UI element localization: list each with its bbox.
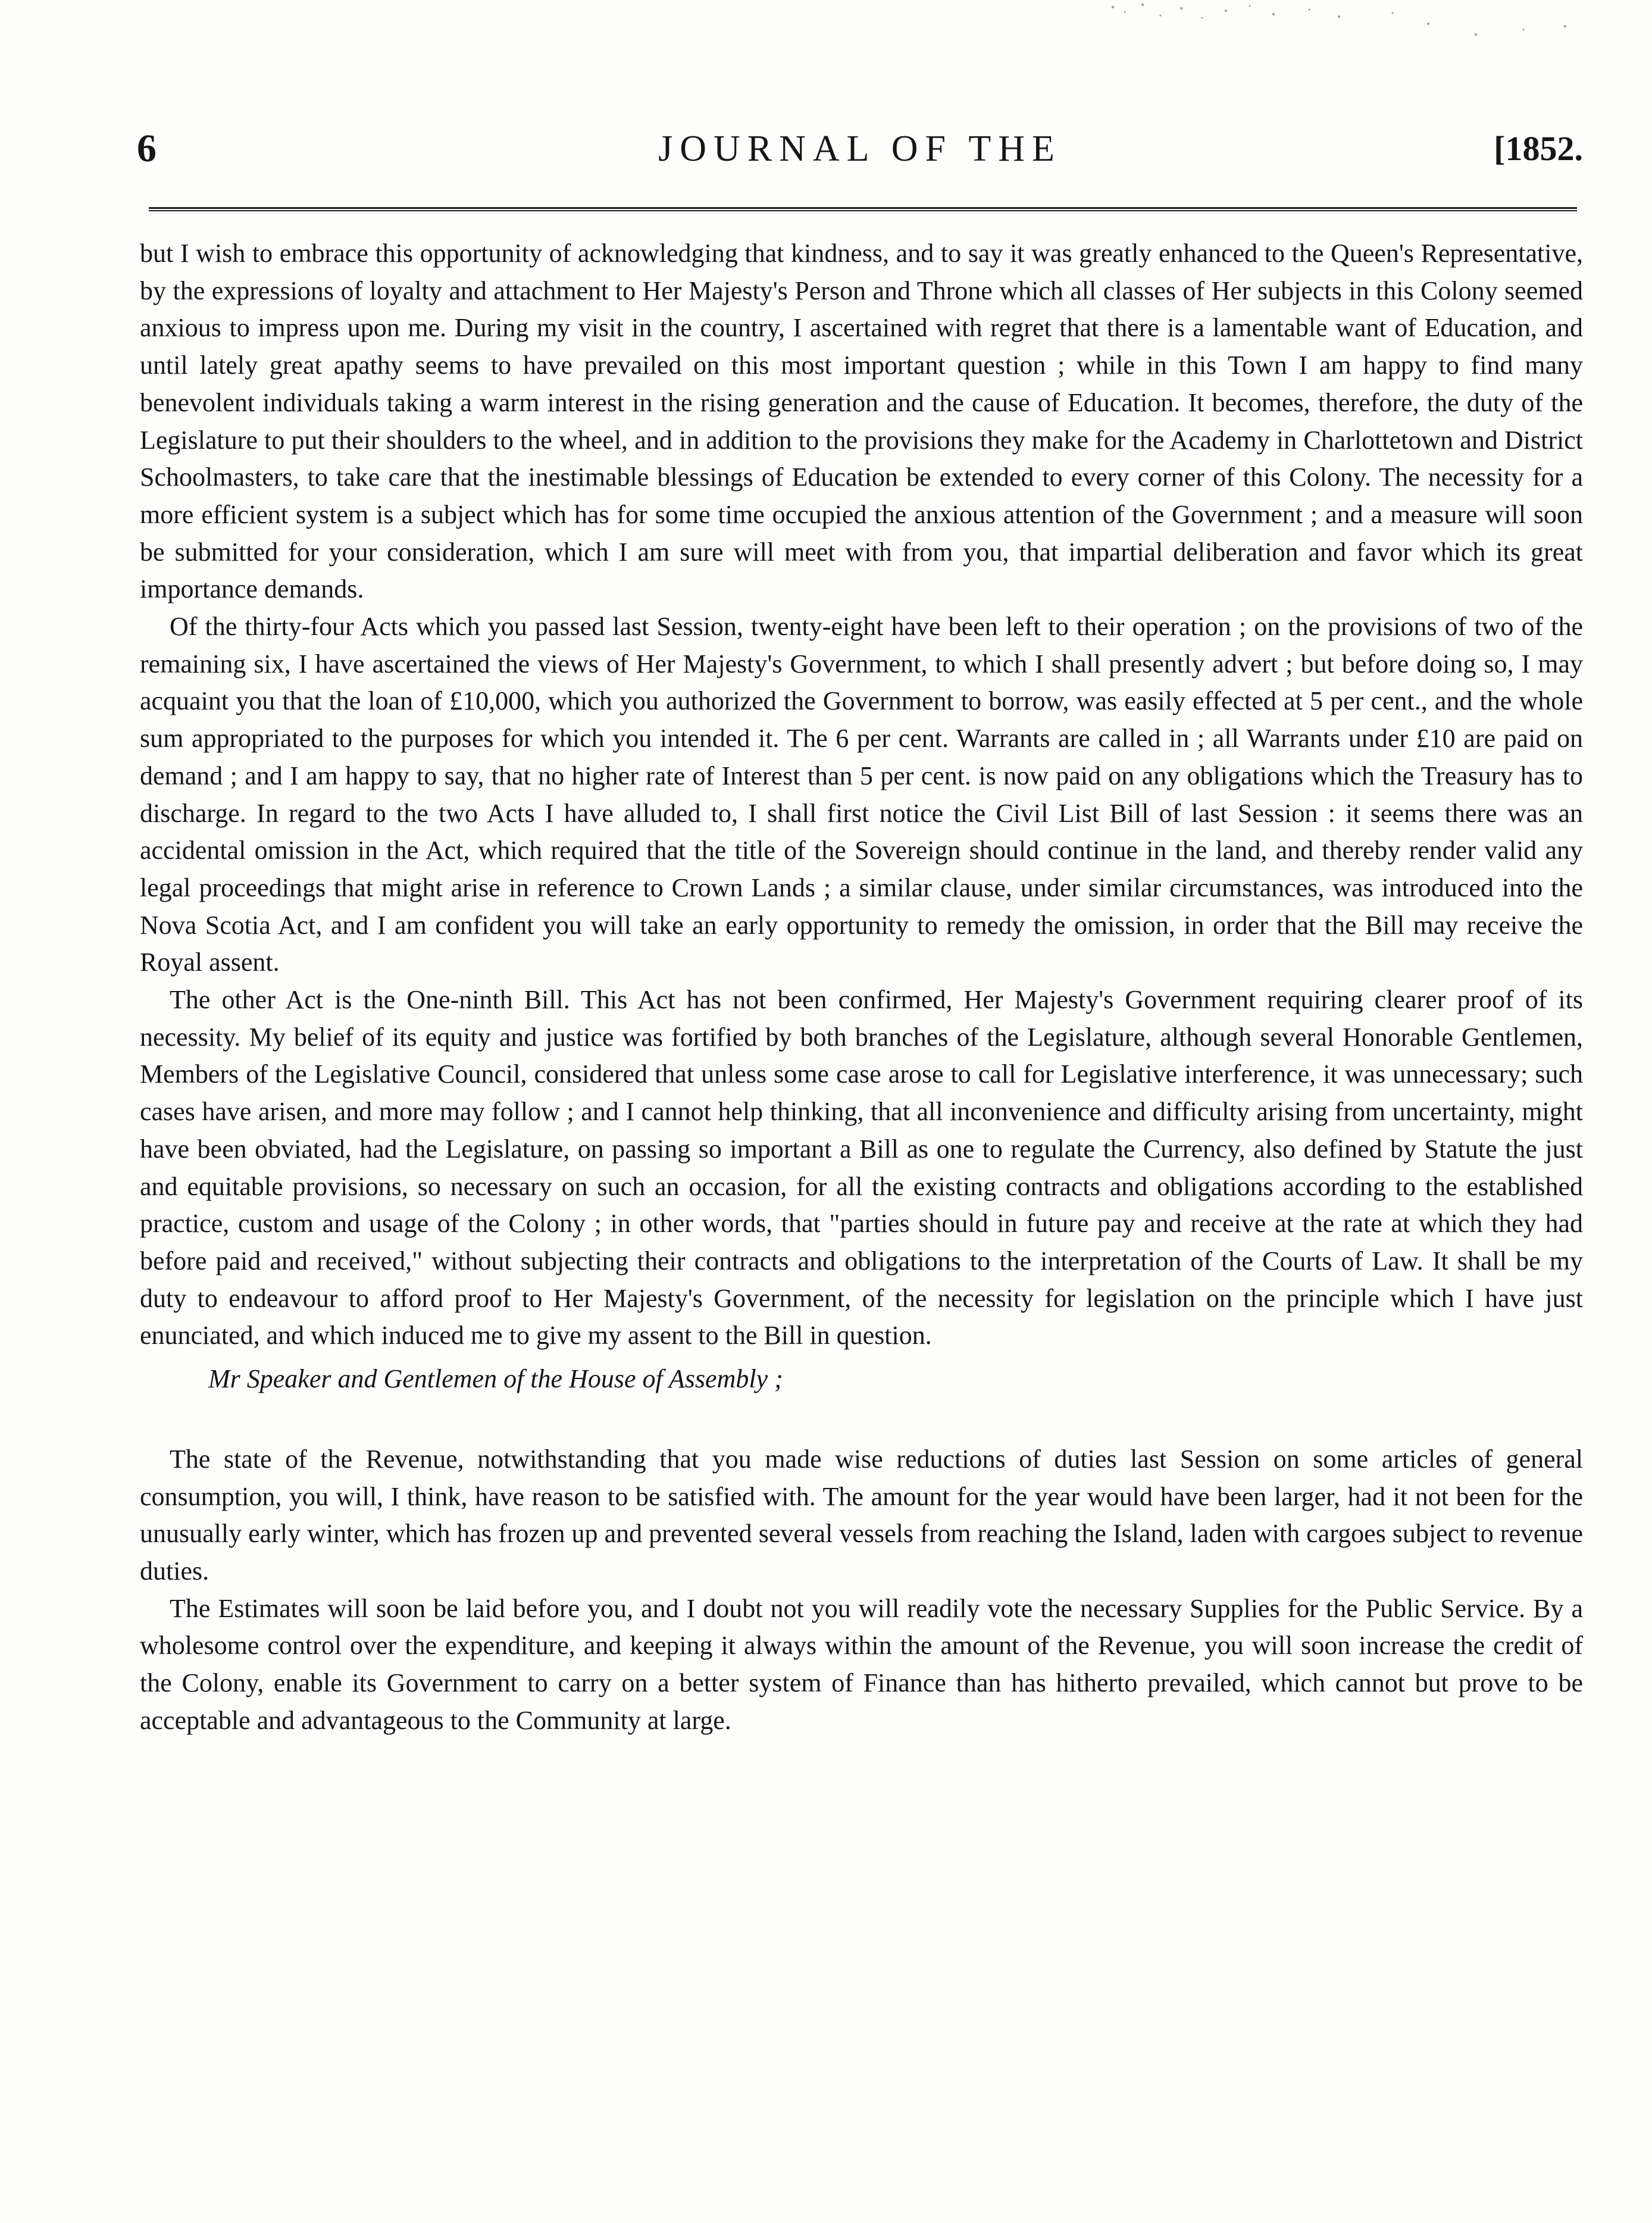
salutation: Mr Speaker and Gentlemen of the House of Assembly ; — [208, 1364, 783, 1394]
header-rule — [149, 205, 1577, 214]
running-title: JOURNAL OF THE — [658, 129, 1062, 169]
paragraph: but I wish to embrace this opportunity of acknowledging that kindness, and to say it was greatly enhanced to the Queen's Representative, by the expressions of loyalty and attachment to Her Majesty's Person and Throne which all classes of Her subjects in this Colony seemed anxious to impress upon me. During my visit in the country, I ascertained with regret that there is a lamentable want of Education, and until lately great apathy seems to have prevailed on this most important question ; while in this Town I am happy to find many benevolent individuals taking a warm interest in the rising generation and the cause of Education. It becomes, therefore, the duty of the Legislature to put their shoulders to the wheel, and in addition to the provisions they make for the Academy in Charlottetown and District Schoolmasters, to take care that the inestimable blessings of Education be extended to every corner of this Colony. The necessity for a more efficient system is a subject which has for some time occupied the anxious attention of the Government ; and a measure will soon be submitted for your consideration, which I am sure will meet with from you, that impartial deliberation and favor which its great importance demands. — [140, 239, 1583, 604]
paragraph: The other Act is the One-ninth Bill. This Act has not been confirmed, Her Majesty's Government requiring clearer proof of its necessity. My belief of its equity and justice was fortified by both branches of the Legislature, although several Honorable Gentlemen, Members of the Legislative Council, considered that unless some case arose to call for Legislative interference, it was unnecessary; such cases have arisen, and more may follow ; and I cannot help thinking, that all inconvenience and difficulty arising from uncertainty, might have been obviated, had the Legislature, on passing so important a Bill as one to regulate the Currency, also defined by Statute the just and equitable provisions, so necessary on such an occasion, for all the existing contracts and obligations according to the established practice, custom and usage of the Colony ; in other words, that "parties should in future pay and receive at the rate at which they had before paid and received," without subjecting their contracts and obligations to the interpretation of the Courts of Law. It shall be my duty to endeavour to afford proof to Her Majesty's Government, of the necessity for legislation on the principle which I have just enunciated, and which induced me to give my assent to the Bill in question. — [140, 985, 1583, 1350]
paragraph: The Estimates will soon be laid before you, and I doubt not you will readily vote the necessary Supplies for the Public Service. By a wholesome control over the expenditure, and keeping it always within the amount of the Revenue, you will soon increase the credit of the Colony, enable its Government to carry on a better system of Finance than has hitherto prevailed, which cannot but prove to be acceptable and advantageous to the Community at large. — [140, 1593, 1583, 1735]
paragraph: The state of the Revenue, notwithstanding that you made wise reductions of duties last Session on some articles of general consumption, you will, I think, have reason to be satisfied with. The amount for the year would have been larger, had it not been for the unusually early winter, which has frozen up and prevented several vessels from reaching the Island, laden with cargoes subject to revenue duties. — [140, 1444, 1583, 1586]
scan-specks — [1059, 0, 1595, 54]
paragraph: Of the thirty-four Acts which you passed last Session, twenty-eight have been left to their operation ; on the provisions of two of the remaining six, I have ascertained the views of Her Majesty's Government, to which I shall presently advert ; but before doing so, I may acquaint you that the loan of £10,000, which you authorized the Government to borrow, was easily effected at 5 per cent., and the whole sum appropriated to the purposes for which you intended it. The 6 per cent. Warrants are called in ; all Warrants under £10 are paid on demand ; and I am happy to say, that no higher rate of Interest than 5 per cent. is now paid on any obligations which the Treasury has to discharge. In regard to the two Acts I have alluded to, I shall first notice the Civil List Bill of last Session : it seems there was an accidental omission in the Act, which required that the title of the Sovereign should continue in the land, and thereby render valid any legal proceedings that might arise in reference to Crown Lands ; a similar clause, under similar circumstances, was introduced into the Nova Scotia Act, and I am confident you will take an early opportunity to remedy the omission, in order that the Bill may receive the Royal assent. — [140, 612, 1583, 977]
page-header — [137, 119, 1583, 179]
page-number: 6 — [137, 127, 157, 170]
body-text — [140, 235, 1583, 1739]
header-year: [1852. — [1494, 129, 1583, 168]
